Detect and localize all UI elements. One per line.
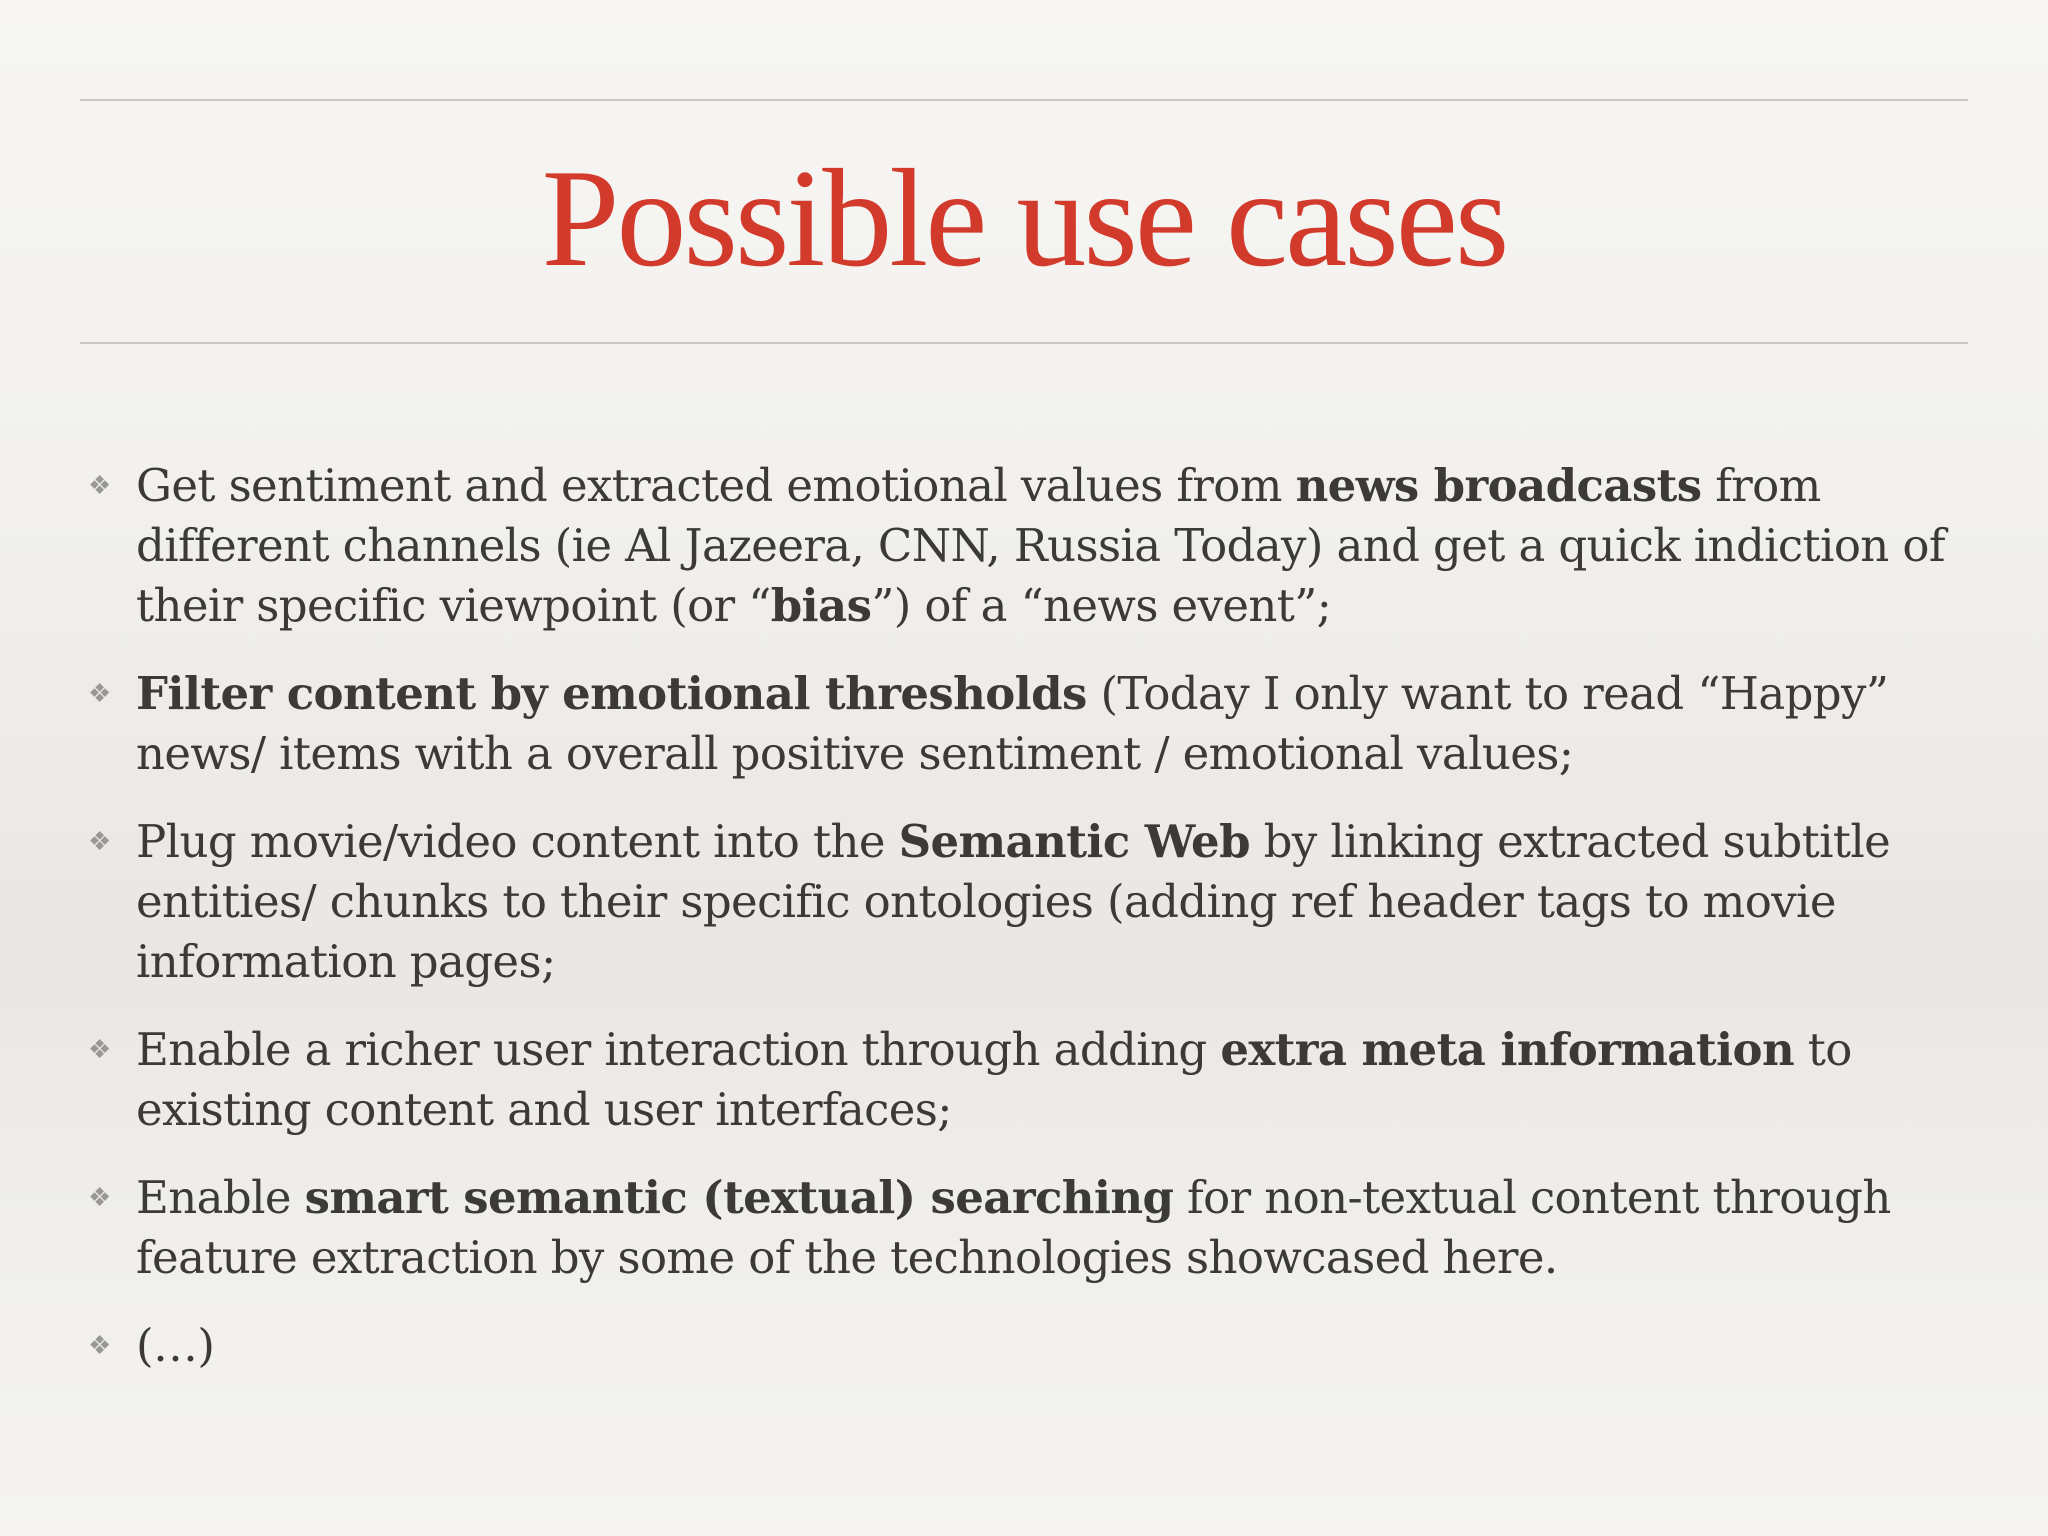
bullet-item <box>88 1316 1988 1376</box>
bullet-text-run: Enable <box>136 1171 305 1224</box>
bullet-item <box>88 812 1988 992</box>
bullet-item <box>88 664 1988 784</box>
bullet-text-bold: Filter content by emotional thresholds <box>136 667 1087 720</box>
bullet-text-run: from different channels (ie Al Jazeera, CNN, Russia Today) and get a quick indiction of their specific viewpoint (or “ <box>136 459 1945 632</box>
bullet-list <box>88 456 1988 1404</box>
top-divider <box>80 99 1968 101</box>
bullet-text <box>136 667 1888 780</box>
bullet-diamond-icon: ❖ <box>88 1331 111 1361</box>
bullet-diamond-icon: ❖ <box>88 679 111 709</box>
bullet-text <box>136 1171 1891 1284</box>
bullet-diamond-icon: ❖ <box>88 1183 111 1213</box>
bullet-diamond-icon: ❖ <box>88 1035 111 1065</box>
bullet-text-bold: news broadcasts <box>1295 459 1702 512</box>
bullet-text <box>136 459 1945 632</box>
slide-title: Possible use cases <box>541 141 1507 296</box>
bullet-text <box>136 1319 214 1372</box>
bullet-text-run: (…) <box>136 1319 215 1372</box>
bullet-text <box>136 1023 1852 1136</box>
bullet-item <box>88 1020 1988 1140</box>
bullet-text <box>136 815 1890 988</box>
bullet-text-run: (Today I only want to read “Happy” news/ items with a overall positive sentiment / emotional values; <box>136 667 1889 780</box>
bullet-text-run: for non-textual content through feature extraction by some of the technologies showcased here. <box>136 1171 1891 1284</box>
bullet-text-bold: extra meta information <box>1220 1023 1795 1076</box>
bullet-text-run: ”) of a “news event”; <box>871 579 1332 632</box>
bullet-text-bold: Semantic Web <box>898 815 1250 868</box>
bullet-diamond-icon: ❖ <box>88 827 111 857</box>
title-divider <box>80 342 1968 344</box>
bullet-text-run: to existing content and user interfaces; <box>136 1023 1852 1136</box>
bullet-text-run: Enable a richer user interaction through adding <box>136 1023 1221 1076</box>
bullet-text-bold: bias <box>770 579 872 632</box>
bullet-text-run: Get sentiment and extracted emotional values from <box>136 459 1296 512</box>
bullet-text-run: Plug movie/video content into the <box>136 815 899 868</box>
bullet-text-bold: smart semantic (textual) searching <box>304 1171 1174 1224</box>
bullet-text-run: by linking extracted subtitle entities/ chunks to their specific ontologies (adding ref header tags to movie information pages; <box>136 815 1891 988</box>
bullet-item <box>88 1168 1988 1288</box>
bullet-diamond-icon: ❖ <box>88 471 111 501</box>
bullet-item <box>88 456 1988 636</box>
